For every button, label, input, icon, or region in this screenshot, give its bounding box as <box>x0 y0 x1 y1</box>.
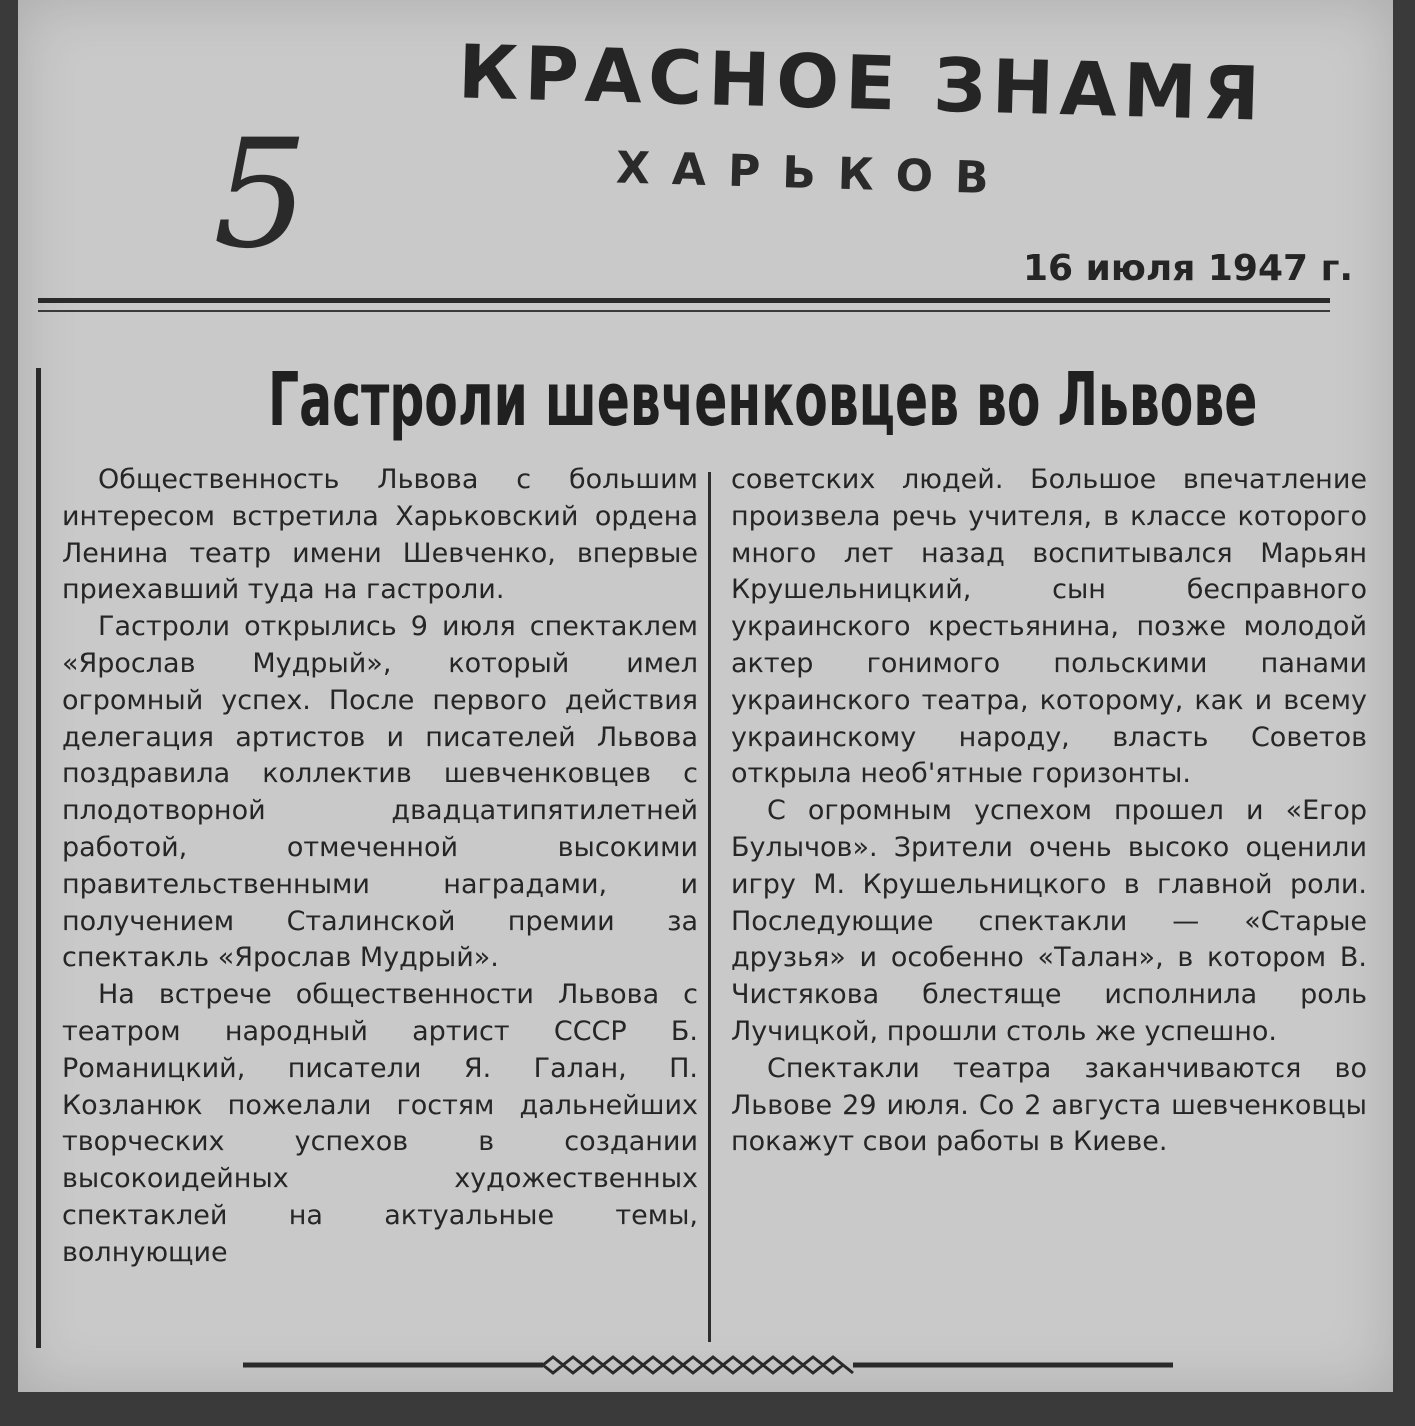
article-column-left <box>62 462 698 1272</box>
issue-date: 16 июля 1947 г. <box>1023 248 1354 289</box>
paragraph: Общественность Львова с большим интересом встретила Харьковский ордена Ленина театр имени Шевченко, впервые приехавший туда на гастроли. <box>62 464 698 606</box>
newspaper-clipping <box>18 0 1393 1392</box>
clipping-left-border <box>36 368 41 1348</box>
paragraph: советских людей. Большое впечатление произвела речь учителя, в классе которого много лет назад воспитывался Марьян Крушельницкий, сын бесправного украинского крестьянина, позже молодой актер гонимого польскими панами украинского театра, которому, как и всему украинскому народу, власть Советов открыла необ'ятные горизонты. <box>731 464 1367 790</box>
article-column-right <box>731 462 1367 1161</box>
column-divider <box>708 472 711 1342</box>
paragraph: На встрече общественности Львова с театром народный артист СССР Б. Романицкий, писатели Я. Галан, П. Козланюк пожелали гостям дальнейших творческих успехов в создании высокоидейных художественных спектаклей на актуальные темы, волнующие <box>62 979 698 1268</box>
newspaper-city: ХАРЬКОВ <box>615 142 1012 205</box>
paragraph: Спектакли театра заканчиваются во Львове 29 июля. Со 2 августа шевченковцы покажут свои работы в Киеве. <box>731 1052 1367 1158</box>
newspaper-masthead: КРАСНОЕ ЗНАМЯ <box>456 29 1267 138</box>
masthead-rule-thin <box>38 310 1330 312</box>
handwritten-page-number: 5 <box>213 108 309 282</box>
masthead-rule <box>38 298 1330 303</box>
article-headline: Гастроли шевченковцев во Львове <box>268 357 1258 443</box>
paragraph: Гастроли открылись 9 июля спектаклем «Ярослав Мудрый», который имел огромный успех. После первого действия делегация артистов и писателей Львова поздравила коллектив шевченковцев с плодотворной двадцатипятилетней работой, отмеченной высокими правительственными наградами, и получением Сталинской премии за спектакль «Ярослав Мудрый». <box>62 611 698 974</box>
end-ornament <box>243 1353 1173 1377</box>
paragraph: С огромным успехом прошел и «Егор Булычов». Зрители очень высоко оценили игру М. Крушельницкого в главной роли. Последующие спектакли — «Старые друзья» и особенно «Талан», в котором В. Чистякова блестяще исполнила роль Лучицкой, прошли столь же успешно. <box>731 795 1367 1047</box>
